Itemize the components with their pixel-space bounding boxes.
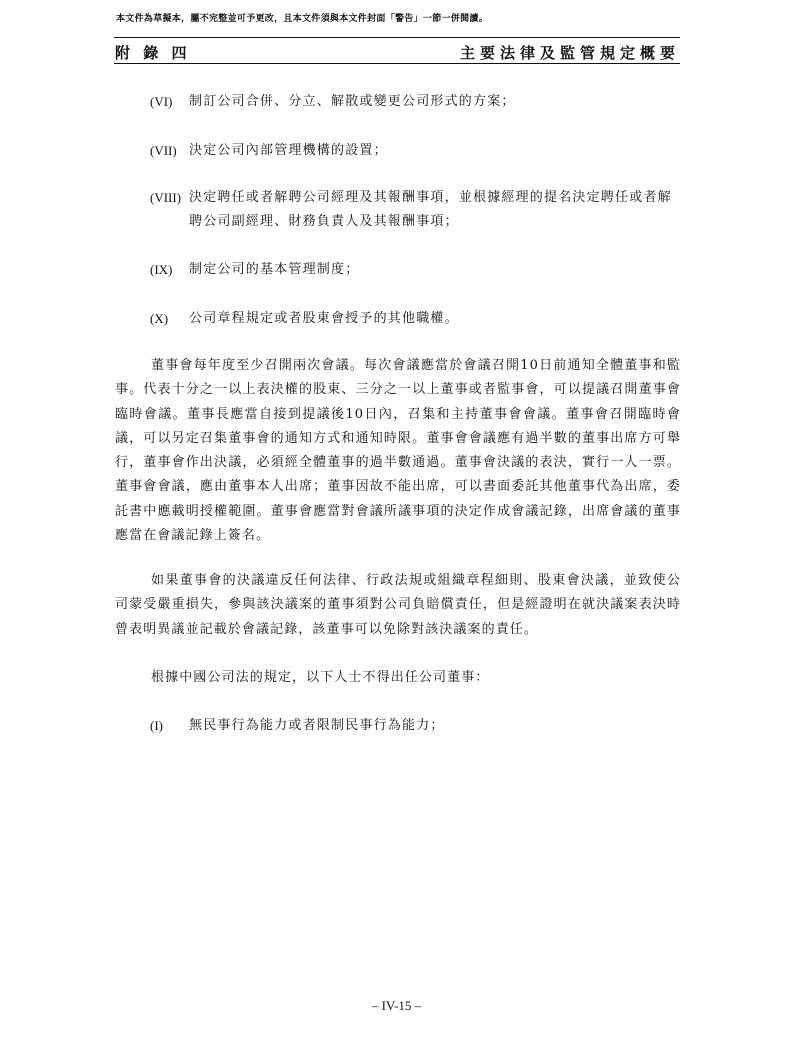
list-item-i bbox=[150, 714, 680, 738]
list-item-number: (I) bbox=[150, 718, 163, 733]
list-item-vi bbox=[150, 90, 680, 114]
paragraph-director-liability: 如果董事會的決議違反任何法律、行政法規或組織章程細則、股東會決議，並致使公司蒙受嚴重損失，參與該決議案的董事須對公司負賠償責任，但是經證明在就決議案表決時曾表明異議並記載於會議記錄，該董事可以免除對該決議案的責任。 bbox=[115, 573, 681, 637]
draft-warning-banner: 本文件為草擬本，屬不完整並可予更改，且本文件須與本文件封面「警告」一節一併閱讀。 bbox=[116, 14, 489, 24]
list-item-x bbox=[150, 307, 680, 331]
paragraph-board-meetings: 董事會每年度至少召開兩次會議。每次會議應當於會議召開10日前通知全體董事和監事。代表十分之一以上表決權的股東、三分之一以上董事或者監事會，可以提議召開董事會臨時會議。董事長應當自接到提議後10日內，召集和主持董事會會議。董事會召開臨時會議，可以另定召集董事會的通知方式和通知時限。董事會會議應有過半數的董事出席方可舉行，董事會作出決議，必須經全體董事的過半數通過。董事會決議的表決，實行一人一票。董事會會議，應由董事本人出席；董事因故不能出席，可以書面委託其他董事代為出席，委託書中應載明授權範圍。董事會應當對會議所議事項的決定作成會議記錄，出席會議的董事應當在會議記錄上簽名。 bbox=[115, 358, 681, 544]
list-item-text: 決定聘任或者解聘公司經理及其報酬事項，並根據經理的提名決定聘任或者解聘公司副經理、財務負責人及其報酬事項； bbox=[189, 190, 672, 229]
header-rule-bottom bbox=[114, 63, 680, 64]
list-item-text: 制訂公司合併、分立、解散或變更公司形式的方案； bbox=[189, 94, 516, 109]
appendix-label: 附 錄 四 bbox=[115, 44, 191, 62]
list-item-text: 制定公司的基本管理制度； bbox=[189, 262, 360, 277]
list-item-ix bbox=[150, 258, 680, 282]
list-item-text: 無民事行為能力或者限制民事行為能力； bbox=[189, 718, 445, 733]
header-rule-top bbox=[114, 37, 680, 38]
page-number: – IV-15 – bbox=[371, 998, 422, 1013]
list-item-text: 決定公司內部管理機構的設置； bbox=[189, 143, 388, 158]
list-item-viii bbox=[150, 186, 680, 234]
list-item-number: (IX) bbox=[150, 262, 173, 277]
list-item-number: (VI) bbox=[150, 94, 173, 109]
list-item-number: (VIII) bbox=[150, 190, 182, 205]
list-item-number: (VII) bbox=[150, 143, 177, 158]
list-item-number: (X) bbox=[150, 311, 169, 326]
section-title: 主要法律及監管規定概要 bbox=[459, 44, 680, 62]
list-item-text: 公司章程規定或者股東會授予的其他職權。 bbox=[189, 311, 459, 326]
list-item-vii bbox=[150, 139, 680, 163]
paragraph-director-ineligibility: 根據中國公司法的規定，以下人士不得出任公司董事： bbox=[151, 670, 490, 685]
